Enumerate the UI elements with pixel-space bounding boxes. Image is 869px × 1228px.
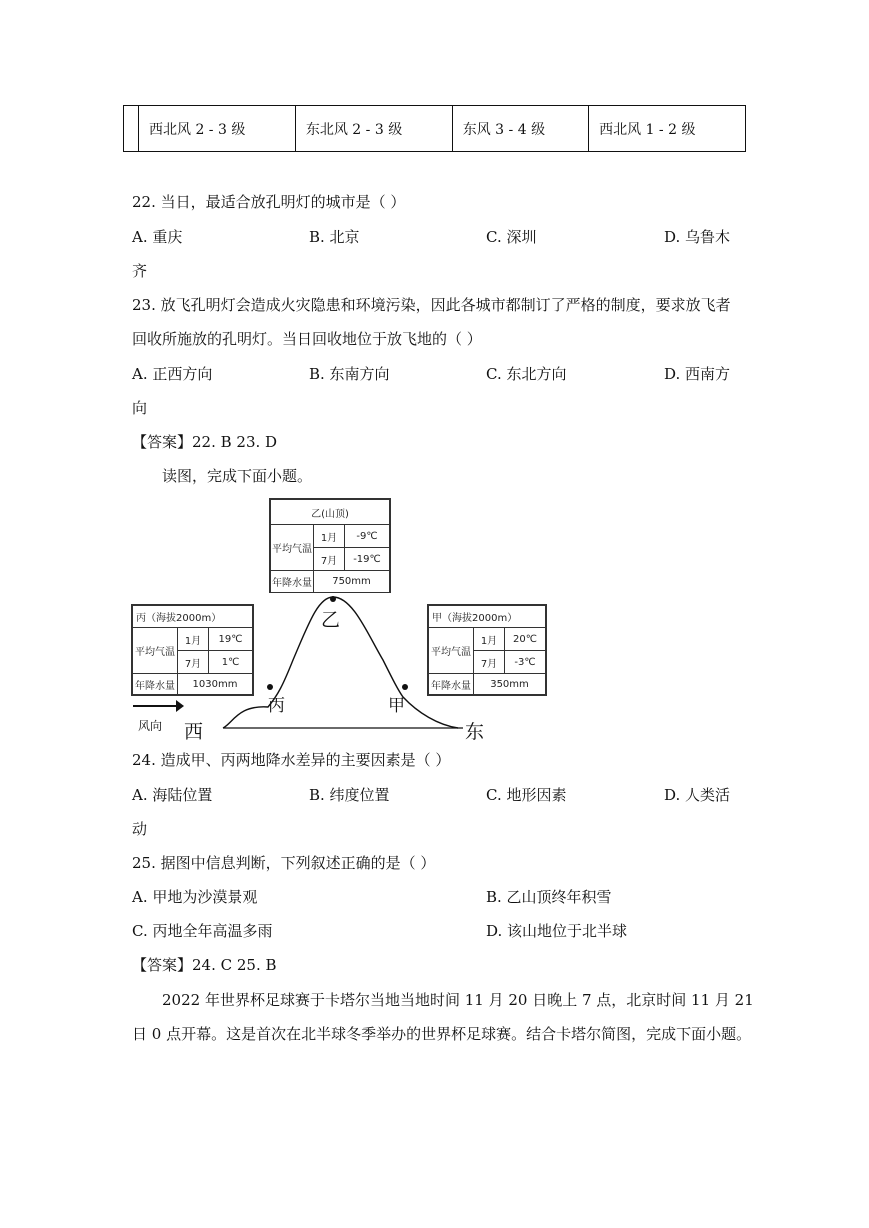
label-east: 东 bbox=[465, 721, 485, 743]
bing-jul: 7月 bbox=[178, 651, 209, 674]
yi-jan: 1月 bbox=[314, 525, 345, 548]
yi-jan-temp: -9℃ bbox=[345, 525, 390, 548]
yi-precip-label: 年降水量 bbox=[271, 571, 314, 593]
yi-avg-temp: 平均气温 bbox=[271, 525, 314, 571]
question-24-option-d-wrap: 动 bbox=[132, 820, 148, 838]
label-yi: 乙 bbox=[321, 609, 341, 631]
bing-precip: 1030mm bbox=[178, 674, 253, 695]
question-22-option-d: D. 乌鲁木 bbox=[664, 228, 731, 246]
yi-climate-box bbox=[269, 498, 391, 593]
question-25-option-d: D. 该山地位于北半球 bbox=[486, 922, 628, 940]
intro-read-diagram: 读图，完成下面小题。 bbox=[162, 467, 313, 485]
question-24-option-c: C. 地形因素 bbox=[486, 786, 567, 804]
yi-jul-temp: -19℃ bbox=[345, 548, 390, 571]
table-row bbox=[124, 106, 746, 152]
table-cell bbox=[124, 106, 139, 152]
label-wind: 风向 bbox=[138, 719, 163, 733]
question-22-stem: 22. 当日，最适合放孔明灯的城市是（ ） bbox=[132, 193, 406, 211]
question-22-option-b: B. 北京 bbox=[309, 228, 360, 246]
question-25-stem: 25. 据图中信息判断，下列叙述正确的是（ ） bbox=[132, 854, 436, 872]
jia-precip-label: 年降水量 bbox=[429, 674, 474, 695]
jia-jan-temp: 20℃ bbox=[505, 628, 546, 651]
answer-22-23: 【答案】22. B 23. D bbox=[132, 433, 278, 451]
bing-jan: 1月 bbox=[178, 628, 209, 651]
jia-precip: 350mm bbox=[474, 674, 546, 695]
question-23-stem-line2: 回收所施放的孔明灯。当日回收地位于放飞地的（ ） bbox=[132, 330, 482, 348]
yi-precip: 750mm bbox=[314, 571, 390, 593]
jia-jul: 7月 bbox=[474, 651, 505, 674]
jia-avg-temp: 平均气温 bbox=[429, 628, 474, 674]
question-24-option-b: B. 纬度位置 bbox=[309, 786, 390, 804]
bing-title: 丙（海拔2000m） bbox=[133, 606, 253, 628]
bing-climate-box bbox=[131, 604, 254, 696]
bing-avg-temp: 平均气温 bbox=[133, 628, 178, 674]
bing-jan-temp: 19℃ bbox=[209, 628, 253, 651]
question-22-option-d-wrap: 齐 bbox=[132, 262, 148, 280]
question-23-option-d: D. 西南方 bbox=[664, 365, 731, 383]
question-25-option-b: B. 乙山顶终年积雪 bbox=[486, 888, 612, 906]
label-west: 西 bbox=[184, 721, 204, 743]
jia-jul-temp: -3℃ bbox=[505, 651, 546, 674]
table-cell: 东北风 2 - 3 级 bbox=[295, 106, 452, 152]
question-24-stem: 24. 造成甲、丙两地降水差异的主要因素是（ ） bbox=[132, 751, 451, 769]
label-bing: 丙 bbox=[268, 696, 285, 716]
question-25-option-c: C. 丙地全年高温多雨 bbox=[132, 922, 273, 940]
label-jia: 甲 bbox=[388, 696, 405, 716]
question-23-option-b: B. 东南方向 bbox=[309, 365, 390, 383]
wind-table bbox=[123, 105, 746, 152]
intro-worldcup-line1: 2022 年世界杯足球赛于卡塔尔当地当地时间 11 月 20 日晚上 7 点，北京时间 11 月 21 bbox=[162, 991, 754, 1009]
mountain-climate-diagram bbox=[128, 495, 537, 745]
bing-jul-temp: 1℃ bbox=[209, 651, 253, 674]
jia-title: 甲（海拔2000m） bbox=[429, 606, 546, 628]
question-22-option-c: C. 深圳 bbox=[486, 228, 537, 246]
bing-precip-label: 年降水量 bbox=[133, 674, 178, 695]
table-cell: 东风 3 - 4 级 bbox=[452, 106, 588, 152]
yi-jul: 7月 bbox=[314, 548, 345, 571]
question-25-option-a: A. 甲地为沙漠景观 bbox=[132, 888, 258, 906]
question-23-stem-line1: 23. 放飞孔明灯会造成火灾隐患和环境污染，因此各城市都制订了严格的制度，要求放飞者 bbox=[132, 296, 731, 314]
question-23-option-c: C. 东北方向 bbox=[486, 365, 567, 383]
question-24-option-d: D. 人类活 bbox=[664, 786, 731, 804]
question-23-option-d-wrap: 向 bbox=[132, 399, 148, 417]
table-cell: 西北风 2 - 3 级 bbox=[139, 106, 296, 152]
jia-jan: 1月 bbox=[474, 628, 505, 651]
yi-title: 乙(山顶) bbox=[271, 500, 390, 525]
question-22-option-a: A. 重庆 bbox=[132, 228, 183, 246]
table-cell: 西北风 1 - 2 级 bbox=[589, 106, 746, 152]
jia-climate-box bbox=[427, 604, 547, 696]
intro-worldcup-line2: 日 0 点开幕。这是首次在北半球冬季举办的世界杯足球赛。结合卡塔尔简图，完成下面小题。 bbox=[132, 1025, 752, 1043]
answer-24-25: 【答案】24. C 25. B bbox=[132, 956, 277, 974]
question-23-option-a: A. 正西方向 bbox=[132, 365, 213, 383]
question-24-option-a: A. 海陆位置 bbox=[132, 786, 213, 804]
